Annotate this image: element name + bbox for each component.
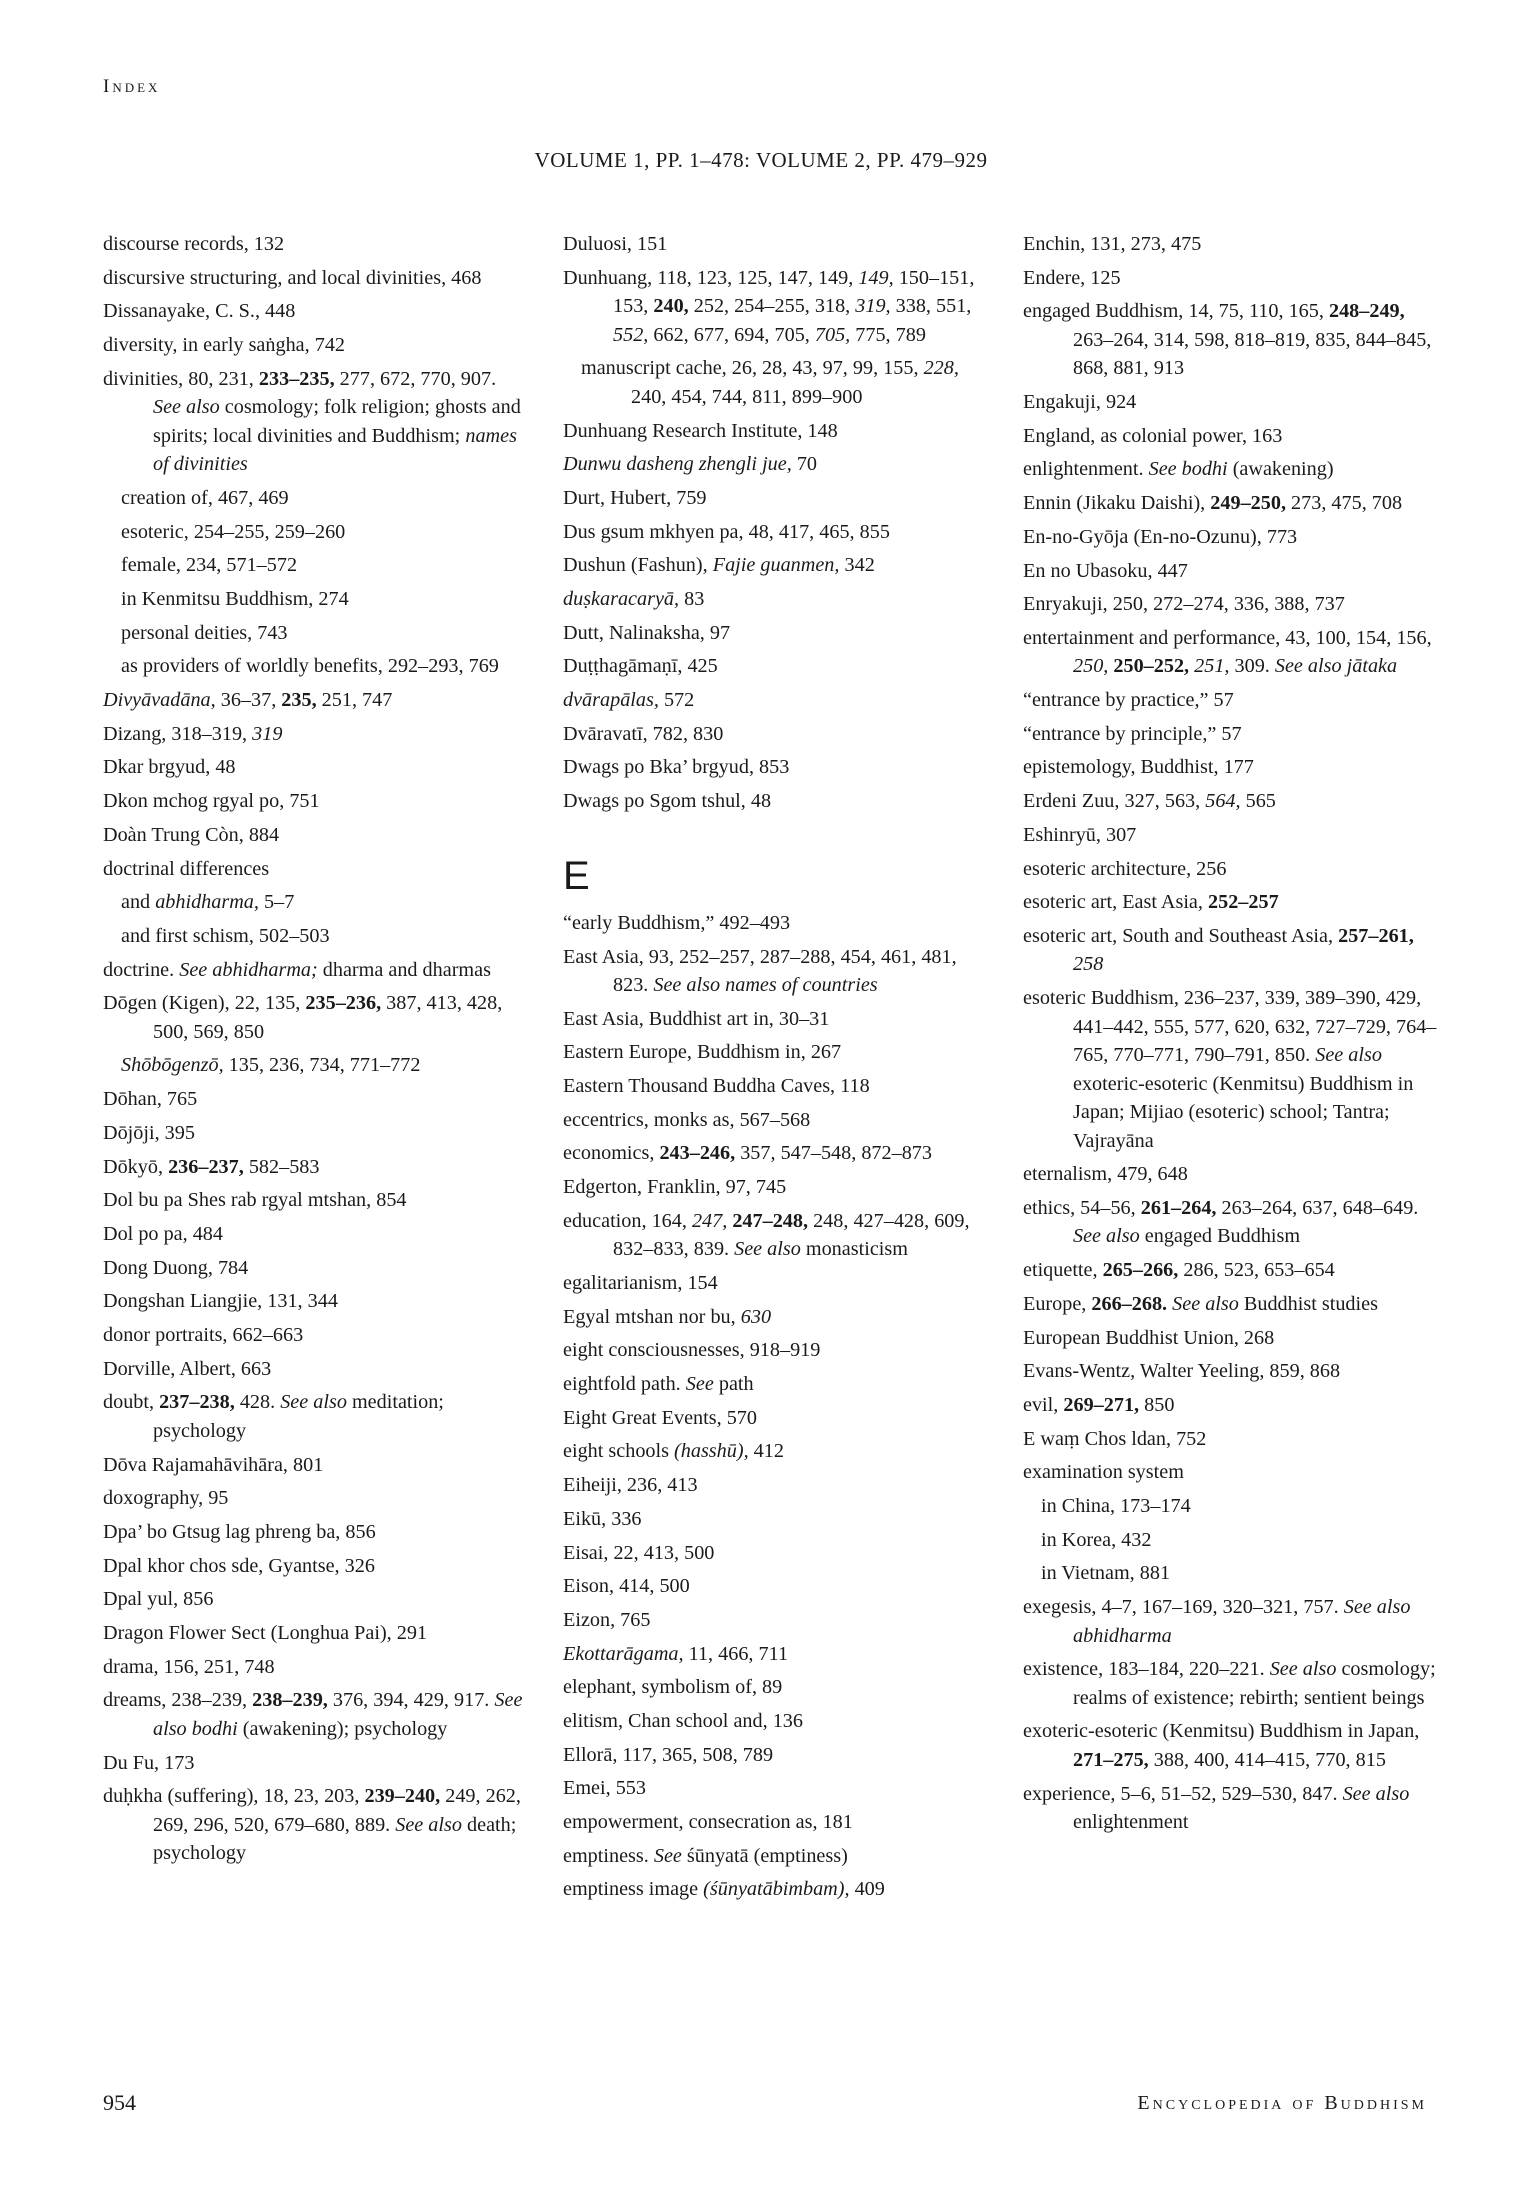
- index-entry: Eastern Thousand Buddha Caves, 118: [563, 1075, 870, 1098]
- index-entry: eight schools (hasshū), 412: [563, 1440, 784, 1463]
- index-entry: Dunhuang, 118, 123, 125, 147, 149, 149, 150–151, 153, 240, 252, 254–255, 318, 319, 338, 551, 552, 662, 677, 694, 705, 705, 775, 789: [563, 266, 975, 346]
- index-subentry: in Korea, 432: [1041, 1528, 1152, 1551]
- index-entry: Eison, 414, 500: [563, 1575, 690, 1598]
- index-subentry: personal deities, 743: [121, 621, 288, 644]
- index-subentry: Shōbōgenzō, 135, 236, 734, 771–772: [121, 1054, 421, 1077]
- index-entry: experience, 5–6, 51–52, 529–530, 847. See also enlightenment: [1023, 1782, 1410, 1834]
- index-entry: Dutt, Nalinaksha, 97: [563, 621, 731, 644]
- index-entry: discursive structuring, and local divinities, 468: [103, 266, 482, 289]
- index-entry: drama, 156, 251, 748: [103, 1655, 275, 1678]
- index-entry: doubt, 237–238, 428. See also meditation; psychology: [103, 1391, 444, 1442]
- index-entry: etiquette, 265–266, 286, 523, 653–654: [1023, 1259, 1335, 1282]
- index-entry: Dunhuang Research Institute, 148: [563, 419, 838, 442]
- index-entry: Ekottarāgama, 11, 466, 711: [563, 1642, 789, 1665]
- index-entry: Dpa’ bo Gtsug lag phreng ba, 856: [103, 1520, 376, 1543]
- index-entry: Durt, Hubert, 759: [563, 486, 707, 509]
- index-entry: Eisai, 22, 413, 500: [563, 1541, 715, 1564]
- index-entry: Eight Great Events, 570: [563, 1406, 757, 1429]
- index-entry: East Asia, 93, 252–257, 287–288, 454, 461, 481, 823. See also names of countries: [563, 945, 957, 996]
- index-entry: European Buddhist Union, 268: [1023, 1326, 1275, 1349]
- index-entry: Dunwu dasheng zhengli jue, 70: [563, 453, 818, 476]
- index-column-2: [563, 230, 983, 1909]
- index-entry: Enryakuji, 250, 272–274, 336, 388, 737: [1023, 593, 1345, 616]
- index-subentry: and abhidharma, 5–7: [121, 891, 295, 914]
- index-entry: Dpal khor chos sde, Gyantse, 326: [103, 1554, 375, 1577]
- index-entry: diversity, in early saṅgha, 742: [103, 334, 346, 357]
- index-entry: education, 164, 247, 247–248, 248, 427–428, 609, 832–833, 839. See also monasticism: [563, 1209, 970, 1261]
- index-entry: Ennin (Jikaku Daishi), 249–250, 273, 475, 708: [1023, 492, 1403, 515]
- index-entry: donor portraits, 662–663: [103, 1323, 304, 1346]
- index-entry: Dol po pa, 484: [103, 1222, 223, 1245]
- index-entry: exoteric-esoteric (Kenmitsu) Buddhism in Japan, 271–275, 388, 400, 414–415, 770, 815: [1023, 1720, 1420, 1771]
- index-entry: Dus gsum mkhyen pa, 48, 417, 465, 855: [563, 520, 890, 543]
- index-entry: Dorville, Albert, 663: [103, 1357, 272, 1380]
- index-subentry: in Vietnam, 881: [1041, 1562, 1171, 1585]
- index-entry: Duluosi, 151: [563, 233, 668, 255]
- index-entry: Du Fu, 173: [103, 1751, 195, 1774]
- index-entry: duṣkaracaryā, 83: [563, 588, 705, 610]
- index-entry: dreams, 238–239, 238–239, 376, 394, 429, 917. See also bodhi (awakening); psychology: [103, 1689, 523, 1740]
- index-entry: Ellorā, 117, 365, 508, 789: [563, 1743, 774, 1766]
- index-entry: Duṭṭhagāmaṇī, 425: [563, 655, 718, 678]
- index-entry: egalitarianism, 154: [563, 1272, 718, 1294]
- book-title: Encyclopedia of Buddhism: [1137, 2092, 1427, 2114]
- index-entry: En no Ubasoku, 447: [1023, 559, 1188, 582]
- index-entry: esoteric architecture, 256: [1023, 857, 1227, 880]
- index-entry: esoteric art, East Asia, 252–257: [1023, 891, 1279, 914]
- index-entry: esoteric art, South and Southeast Asia, 257–261, 258: [1023, 924, 1414, 976]
- index-entry: Dōjōji, 395: [103, 1121, 195, 1144]
- index-entry: Enchin, 131, 273, 475: [1023, 233, 1202, 255]
- index-entry: Eshinryū, 307: [1023, 823, 1137, 846]
- index-entry: Eastern Europe, Buddhism in, 267: [563, 1041, 842, 1064]
- index-entry: doxography, 95: [103, 1487, 229, 1510]
- index-entry: Eikū, 336: [563, 1507, 642, 1530]
- index-entry: Dissanayake, C. S., 448: [103, 300, 296, 323]
- index-entry: eight consciousnesses, 918–919: [563, 1339, 821, 1362]
- volume-range-line: VOLUME 1, PP. 1–478: VOLUME 2, PP. 479–929: [534, 148, 988, 172]
- index-column-1: [103, 230, 523, 1873]
- index-entry: Eiheiji, 236, 413: [563, 1474, 698, 1497]
- index-entry: epistemology, Buddhist, 177: [1023, 756, 1254, 779]
- page-number: 954: [103, 2090, 136, 2115]
- index-entry: emptiness. See śūnyatā (emptiness): [563, 1844, 848, 1867]
- index-entry: Dkar brgyud, 48: [103, 756, 236, 779]
- index-entry: empowerment, consecration as, 181: [563, 1811, 853, 1833]
- index-entry: Eizon, 765: [563, 1608, 651, 1631]
- index-entry: Dizang, 318–319, 319: [103, 722, 283, 745]
- index-subentry: esoteric, 254–255, 259–260: [121, 520, 346, 543]
- running-head: Index: [103, 76, 161, 97]
- index-entry: Endere, 125: [1023, 266, 1121, 289]
- index-entry: doctrinal differences: [103, 857, 270, 880]
- index-entry: “entrance by practice,” 57: [1023, 689, 1234, 712]
- index-entry: Europe, 266–268. See also Buddhist studies: [1023, 1292, 1378, 1315]
- index-entry: Dong Duong, 784: [103, 1256, 249, 1279]
- index-entry: eightfold path. See path: [563, 1373, 754, 1396]
- index-entry: Engakuji, 924: [1023, 391, 1137, 414]
- index-entry: duḥkha (suffering), 18, 23, 203, 239–240, 249, 262, 269, 296, 520, 679–680, 889. See also death; psychology: [103, 1785, 521, 1865]
- index-entry: Dol bu pa Shes rab rgyal mtshan, 854: [103, 1189, 407, 1212]
- index-entry: Dōkyō, 236–237, 582–583: [103, 1155, 320, 1178]
- index-entry: eternalism, 479, 648: [1023, 1163, 1188, 1186]
- section-letter-heading: E: [563, 853, 590, 898]
- index-entry: entertainment and performance, 43, 100, 154, 156, 250, 250–252, 251, 309. See also jātaka: [1023, 626, 1432, 678]
- index-entry: elitism, Chan school and, 136: [563, 1709, 803, 1732]
- index-entry: examination system: [1023, 1461, 1184, 1484]
- index-entry: Doàn Trung Còn, 884: [103, 823, 280, 846]
- index-entry: Dōgen (Kigen), 22, 135, 235–236, 387, 413, 428, 500, 569, 850: [103, 992, 503, 1043]
- index-entry: exegesis, 4–7, 167–169, 320–321, 757. See also abhidharma: [1023, 1596, 1411, 1647]
- index-entry: Dwags po Sgom tshul, 48: [563, 790, 772, 813]
- index-entry: engaged Buddhism, 14, 75, 110, 165, 248–249, 263–264, 314, 598, 818–819, 835, 844–845, 868, 881, 913: [1023, 300, 1432, 380]
- index-entry: Egyal mtshan nor bu, 630: [563, 1305, 772, 1328]
- index-entry: “early Buddhism,” 492–493: [563, 911, 791, 934]
- index-entry: East Asia, Buddhist art in, 30–31: [563, 1007, 830, 1030]
- index-entry: Erdeni Zuu, 327, 563, 564, 565: [1023, 790, 1276, 813]
- index-entry: Divyāvadāna, 36–37, 235, 251, 747: [103, 689, 393, 712]
- index-subentry: as providers of worldly benefits, 292–293, 769: [121, 655, 499, 678]
- index-column-3: [1023, 230, 1443, 1842]
- index-entry: discourse records, 132: [103, 233, 285, 255]
- index-entry: Emei, 553: [563, 1777, 646, 1800]
- index-subentry: female, 234, 571–572: [121, 554, 298, 577]
- index-entry: En-no-Gyōja (En-no-Ozunu), 773: [1023, 525, 1298, 548]
- index-entry: ethics, 54–56, 261–264, 263–264, 637, 648–649. See also engaged Buddhism: [1023, 1196, 1419, 1248]
- index-entry: England, as colonial power, 163: [1023, 424, 1283, 447]
- index-entry: esoteric Buddhism, 236–237, 339, 389–390, 429, 441–442, 555, 577, 620, 632, 727–729, 764–765, 770–771, 790–791, 850. See also exoteric-esoteric (Kenmitsu) Buddhism in Japan; Mijiao (esoteric) school; Tantra; Vajrayāna: [1023, 987, 1437, 1152]
- index-entry: existence, 183–184, 220–221. See also cosmology; realms of existence; rebirth; sentient beings: [1023, 1658, 1436, 1709]
- index-entry: Dushun (Fashun), Fajie guanmen, 342: [563, 554, 875, 577]
- index-entry: Dōva Rajamahāvihāra, 801: [103, 1453, 324, 1476]
- index-entry: Evans-Wentz, Walter Yeeling, 859, 868: [1023, 1360, 1341, 1383]
- index-entry: dvārapālas, 572: [563, 689, 695, 712]
- index-entry: Dongshan Liangjie, 131, 344: [103, 1290, 338, 1313]
- index-entry: Dpal yul, 856: [103, 1588, 214, 1611]
- index-entry: Dkon mchog rgyal po, 751: [103, 790, 320, 813]
- index-entry: Dragon Flower Sect (Longhua Pai), 291: [103, 1621, 428, 1644]
- index-subentry: manuscript cache, 26, 28, 43, 97, 99, 155, 228, 240, 454, 744, 811, 899–900: [581, 357, 959, 408]
- index-entry: divinities, 80, 231, 233–235, 277, 672, 770, 907. See also cosmology; folk religion; ghosts and spirits; local divinities and Buddhism; names of divinities: [103, 367, 521, 476]
- index-entry: E waṃ Chos ldan, 752: [1023, 1427, 1207, 1450]
- index-entry: evil, 269–271, 850: [1023, 1393, 1175, 1416]
- index-entry: eccentrics, monks as, 567–568: [563, 1108, 811, 1131]
- index-subentry: and first schism, 502–503: [121, 924, 330, 947]
- index-entry: emptiness image (śūnyatābimbam), 409: [563, 1878, 885, 1901]
- index-entry: enlightenment. See bodhi (awakening): [1023, 458, 1334, 481]
- index-subentry: in China, 173–174: [1041, 1494, 1191, 1517]
- index-entry: economics, 243–246, 357, 547–548, 872–873: [563, 1142, 932, 1165]
- index-subentry: in Kenmitsu Buddhism, 274: [121, 588, 349, 610]
- index-entry: “entrance by principle,” 57: [1023, 722, 1242, 745]
- index-entry: Dvāravatī, 782, 830: [563, 722, 724, 745]
- index-entry: doctrine. See abhidharma; dharma and dharmas: [103, 958, 491, 981]
- index-entry: Edgerton, Franklin, 97, 745: [563, 1176, 787, 1199]
- index-entry: Dōhan, 765: [103, 1088, 198, 1111]
- index-subentry: creation of, 467, 469: [121, 486, 289, 509]
- index-entry: elephant, symbolism of, 89: [563, 1676, 783, 1699]
- index-entry: Dwags po Bka’ brgyud, 853: [563, 756, 790, 779]
